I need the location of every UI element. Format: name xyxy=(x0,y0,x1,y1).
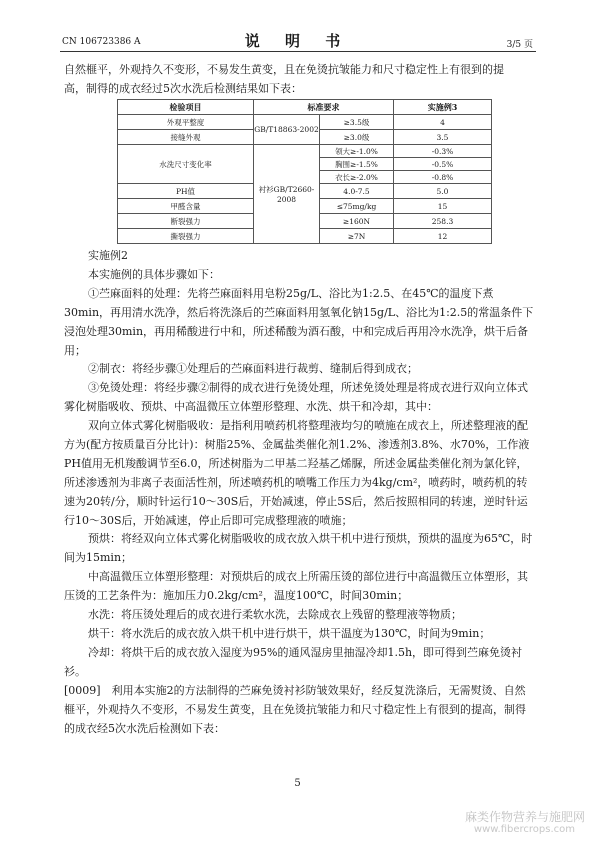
table-row xyxy=(118,145,492,158)
page-number: 5 xyxy=(294,778,301,789)
table-cell: ≥3.5级 xyxy=(320,115,394,130)
header-cell: 标准要求 xyxy=(254,100,394,115)
table-cell: ≥3.0级 xyxy=(320,130,394,145)
resin-absorption-paragraph: 双向立体式雾化树脂吸收：是指利用喷药机将整理液均匀的喷施在成衣上，所述整理液的配方为(配方按质量百分比计)：树脂25%、金属盐类催化剂1.2%、渗透剂3.8%、水70%，工作液PH值用无机羧酸调节至6.0，所述树脂为二甲基二羟基乙烯脲，所述金属盐类催化剂为氯化锌，所述渗透剂为非离子表面活性剂，所述喷药机的喷嘴工作压力为4kg/cm²，喷药时，喷药机的转速为20转/分，顺时针运行10～30S后，开始减速，停止5S后，然后按照相同的转速，逆时针运行10～30S后，开始减速，停止后即可完成整理液的喷施； xyxy=(64,419,530,527)
header-cell: 实施例3 xyxy=(394,100,492,115)
table-cell: 水洗尺寸变化率 xyxy=(118,145,254,184)
table-cell: 甲醛含量 xyxy=(118,199,254,214)
table-cell: GB/T18863-2002 xyxy=(254,115,320,145)
table-cell: 3.5 xyxy=(394,130,492,145)
table-cell: 衣长≥-2.0% xyxy=(320,171,394,184)
header-cell: 检验项目 xyxy=(118,100,254,115)
table-cell: 4.0-7.5 xyxy=(320,184,394,199)
header-rule xyxy=(60,51,536,52)
table-cell: 12 xyxy=(394,229,492,244)
table-cell: 258.3 xyxy=(394,214,492,229)
step-1-paragraph: ①苎麻面料的处理：先将苎麻面料用皂粉25g/L、浴比为1:2.5、在45℃的温度下煮30min，再用清水洗净，然后将洗涤后的苎麻面料用氢氧化钠15g/L、浴比为1:2.5的常温条件下浸泡处理30min，再用稀酸进行中和，所述稀酸为酒石酸，中和完成后再用冷水洗净，烘干后备用； xyxy=(64,287,534,357)
table-cell: 5.0 xyxy=(394,184,492,199)
cooling-paragraph: 冷却：将烘干后的成衣放入湿度为95%的通风湿房里抽湿冷却1.5h，即可得到苎麻免烫衬衫。 xyxy=(64,646,523,678)
table-cell: 外观平整度 xyxy=(118,115,254,130)
intro-line-2: 高，制得的成衣经过5次水洗后检测结果如下表： xyxy=(64,82,302,95)
doc-title: 说 明 书 xyxy=(244,32,351,50)
page-indicator: 3/5 页 xyxy=(506,40,533,50)
table-cell: 15 xyxy=(394,199,492,214)
watermark-name: 麻类作物营养与施肥网 xyxy=(464,810,585,824)
drying-paragraph: 烘干：将水洗后的成衣放入烘干机中进行烘干，烘干温度为130℃，时间为9min； xyxy=(88,627,491,640)
table-cell: -0.3% xyxy=(394,145,492,158)
washing-paragraph: 水洗：将压烫处理后的成衣进行柔软水洗，去除成衣上残留的整理液等物质； xyxy=(88,608,462,621)
table-cell: 接缝外观 xyxy=(118,130,254,145)
table-cell: 胸围≥-1.5% xyxy=(320,158,394,171)
table-cell: ≥7N xyxy=(320,229,394,244)
table-cell: ≤75mg/kg xyxy=(320,199,394,214)
pressing-paragraph: 中高温微压立体塑形整理：对预烘后的成衣上所需压烫的部位进行中高温微压立体塑形，其压烫的工艺条件为：施加压力0.2kg/cm²，温度100℃，时间30min； xyxy=(64,570,528,602)
table-cell: 断裂强力 xyxy=(118,214,254,229)
table-cell: -0.8% xyxy=(394,171,492,184)
table-cell: 领大≥-1.0% xyxy=(320,145,394,158)
table-cell: PH值 xyxy=(118,184,254,199)
steps-intro: 本实施例的具体步骤如下： xyxy=(88,268,220,281)
step-2-paragraph: ②制衣：将经步骤①处理后的苎麻面料进行裁剪、缝制后得到成衣； xyxy=(88,362,418,375)
table-cell: -0.5% xyxy=(394,158,492,171)
table-cell: ≥160N xyxy=(320,214,394,229)
table-header-row xyxy=(118,100,492,115)
watermark-url: www.fibercrops.com xyxy=(473,824,575,835)
paragraph-0009: [0009] 利用本实施2的方法制得的苎麻免烫衬衫防皱效果好，经反复洗涤后，无需熨烫、自然榧平，外观持久不变形，不易发生黄变，且在免烫抗皱能力和尺寸稳定性上有很到的提高，制得的成衣经5次水洗后检测如下表： xyxy=(64,684,526,735)
results-table xyxy=(117,99,492,244)
table-row xyxy=(118,115,492,130)
prebake-paragraph: 预烘：将经双向立体式雾化树脂吸收的成衣放入烘干机中进行预烘，预烘的温度为65℃，时间为15min； xyxy=(64,532,533,564)
table-cell: 4 xyxy=(394,115,492,130)
intro-line-1: 自然榧平，外观持久不变形，不易发生黄变，且在免烫抗皱能力和尺寸稳定性上有很到的提 xyxy=(64,63,504,76)
doc-number: CN 106723386 A xyxy=(62,37,141,47)
table-cell: 撕裂强力 xyxy=(118,229,254,244)
table-cell: 衬衫GB/T2660-2008 xyxy=(254,145,320,244)
example-title: 实施例2 xyxy=(88,249,128,262)
step-3-paragraph: ③免烫处理：将经步骤②制得的成衣进行免烫处理，所述免烫处理是将成衣进行双向立体式雾化树脂吸收、预烘、中高温微压立体塑形整理、水洗、烘干和冷却，其中： xyxy=(64,381,528,413)
